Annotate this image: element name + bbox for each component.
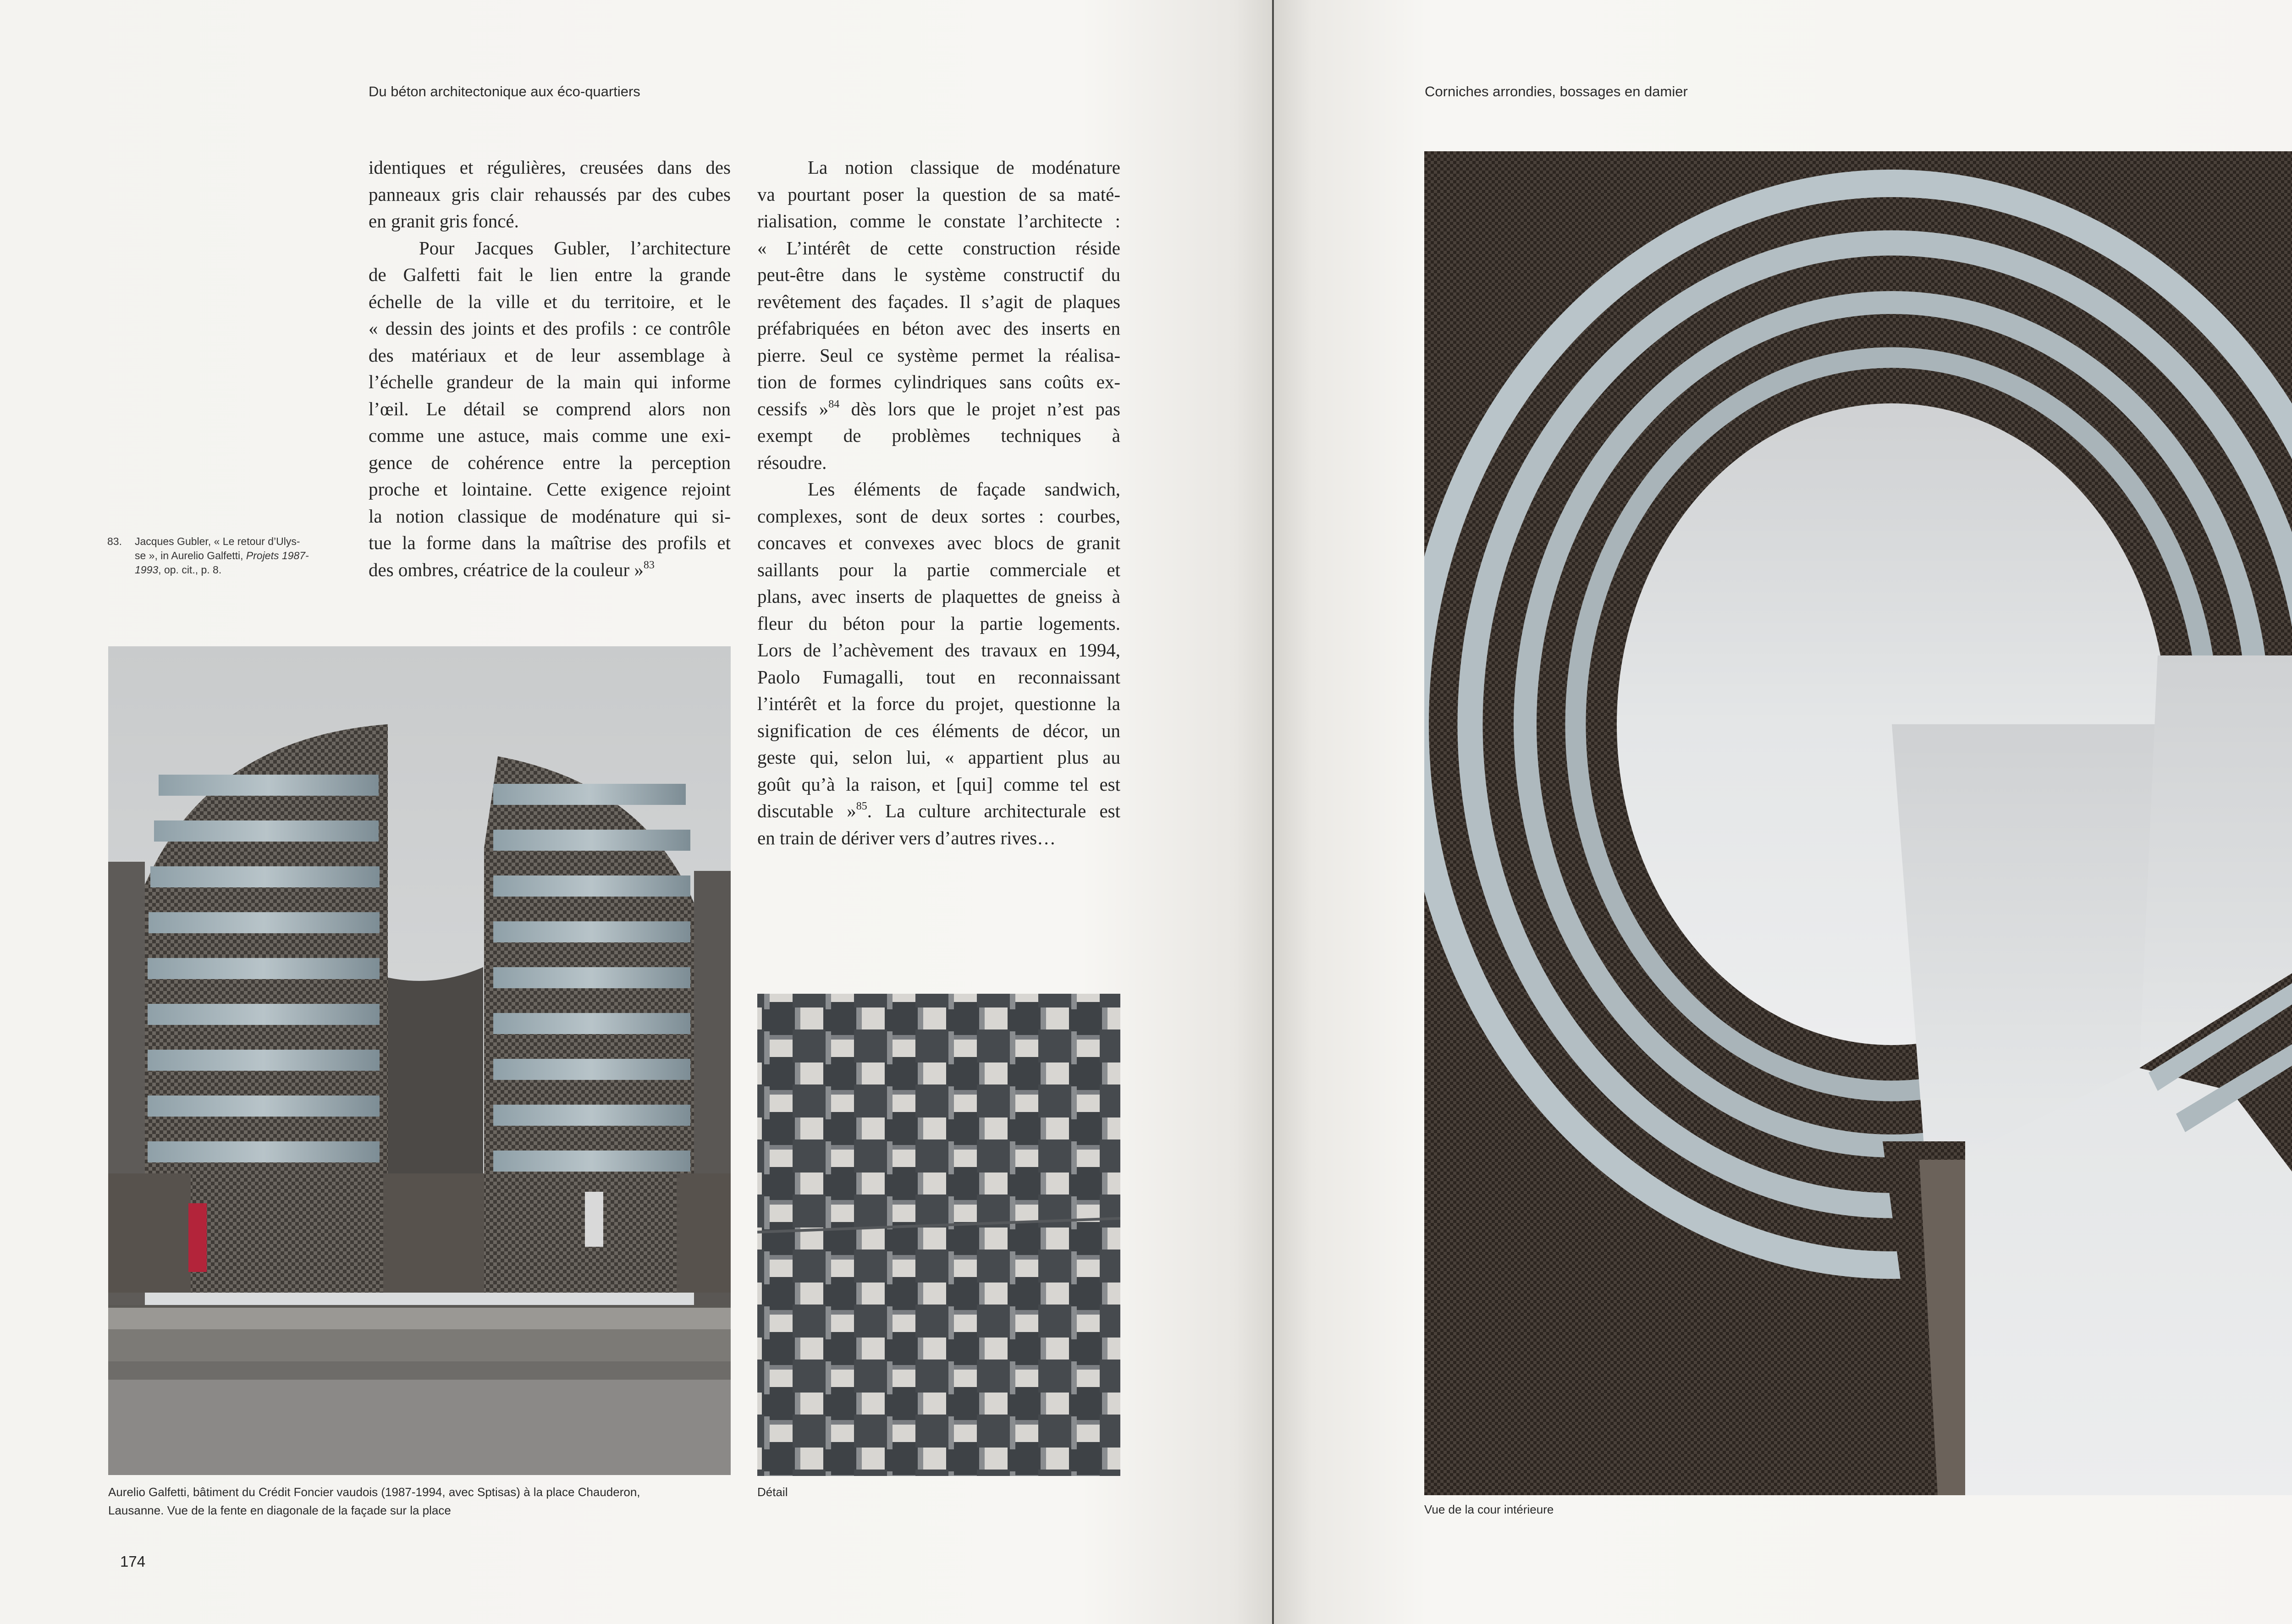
text-line: La notion classique de modénature	[808, 157, 1120, 178]
text-line: revêtement des façades. Il s’agit de plaques	[757, 291, 1120, 312]
caption-detail: Détail	[757, 1485, 788, 1499]
text-column-1	[369, 154, 731, 583]
text-line: Paolo Fumagalli, tout en reconnaissant	[757, 666, 1120, 688]
text-line: en granit gris foncé.	[369, 210, 519, 231]
text-line: préfabriquées en béton avec des inserts en	[757, 318, 1120, 339]
text-line: de Galfetti fait le lien entre la grande	[369, 264, 731, 285]
text-line: Pour Jacques Gubler, l’architecture	[419, 237, 731, 259]
right-page	[1274, 0, 2292, 1624]
text-line: comme une astuce, mais comme une exi-	[369, 425, 731, 446]
text-line: complexes, sont de deux sortes : courbes,	[757, 505, 1120, 527]
detail-photo	[757, 994, 1120, 1476]
text-line: concaves et convexes avec blocs de granit	[757, 532, 1120, 553]
text-line: tue la forme dans la maîtrise des profils et	[369, 532, 731, 553]
text-line: proche et lointaine. Cette exigence rejoint	[369, 479, 731, 500]
text-line: panneaux gris clair rehaussés par des cubes	[369, 183, 731, 205]
building-photo	[108, 646, 731, 1475]
running-head-left: Du béton architectonique aux éco-quartiers	[369, 83, 640, 99]
text-line: l’œil. Le détail se comprend alors non	[369, 398, 731, 419]
note-ref: 84	[828, 398, 840, 410]
text-line: « dessin des joints et des profils : ce contrôle	[369, 318, 731, 339]
caption-courtyard: Vue de la cour intérieure	[1424, 1503, 1554, 1516]
text-line: l’échelle grandeur de la main qui informe	[369, 371, 731, 392]
text-line: la notion classique de modénature qui si-	[369, 505, 731, 527]
running-head-right: Corniches arrondies, bossages en damier	[1425, 83, 1688, 99]
text-line: plans, avec inserts de plaquettes de gneiss à	[757, 586, 1120, 607]
text-line: résoudre.	[757, 451, 827, 473]
text-line: geste qui, selon lui, « appartient plus au	[757, 747, 1120, 768]
text-line: discutable »$^{85}$. La culture architecturale est	[757, 800, 1120, 821]
text-line: signification de ces éléments de décor, un	[757, 720, 1120, 741]
text-column-2	[757, 154, 1120, 851]
text-line: identiques et régulières, creusées dans des	[369, 157, 731, 178]
text-line: saillants pour la partie commerciale et	[757, 559, 1120, 580]
text-line: en train de dériver vers d’autres rives…	[757, 827, 1056, 848]
footnote-text: Jacques Gubler, « Le retour d’Ulys- se », in Aurelio Galfetti, Projets 1987-1993, op. cit., p. 8.	[135, 535, 309, 576]
text-line: « L’intérêt de cette construction réside	[757, 237, 1120, 259]
courtyard-photo	[1424, 151, 2292, 1495]
text-line: rialisation, comme le constate l’architecte :	[757, 210, 1120, 231]
text-line: cessifs »$^{84}$ dès lors que le projet n’est pas	[757, 398, 1120, 419]
text-line: exempt de problèmes techniques à	[757, 425, 1120, 446]
text-line: tion de formes cylindriques sans coûts ex-	[757, 371, 1120, 392]
footnote-83	[107, 534, 323, 577]
text-line: des ombres, créatrice de la couleur »$^{83}$	[369, 559, 655, 580]
text-line: Lors de l’achèvement des travaux en 1994,	[757, 639, 1120, 661]
text-line: pierre. Seul ce système permet la réalisa-	[757, 344, 1120, 366]
text-line: peut-être dans le système constructif du	[757, 264, 1120, 285]
text-line: l’intérêt et la force du projet, questionne la	[757, 693, 1120, 714]
text-line: gence de cohérence entre la perception	[369, 451, 731, 473]
text-line: Les éléments de façade sandwich,	[808, 479, 1120, 500]
text-line: va pourtant poser la question de sa maté-	[757, 183, 1120, 205]
text-line: goût qu’à la raison, et [qui] comme tel est	[757, 773, 1120, 795]
caption-building: Aurelio Galfetti, bâtiment du Crédit Foncier vaudois (1987-1994, avec Sptisas) à la place Chauderon, Lausanne. Vue de la fente en diagonale de la façade sur la place	[108, 1485, 640, 1517]
text-line: échelle de la ville et du territoire, et le	[369, 291, 731, 312]
footnote-number: 83.	[107, 535, 122, 547]
text-line: fleur du béton pour la partie logements.	[757, 612, 1120, 634]
note-ref-83: 83	[643, 559, 655, 571]
note-ref: 85	[856, 800, 867, 813]
page-number-left: 174	[120, 1553, 146, 1570]
text-line: des matériaux et de leur assemblage à	[369, 344, 731, 366]
